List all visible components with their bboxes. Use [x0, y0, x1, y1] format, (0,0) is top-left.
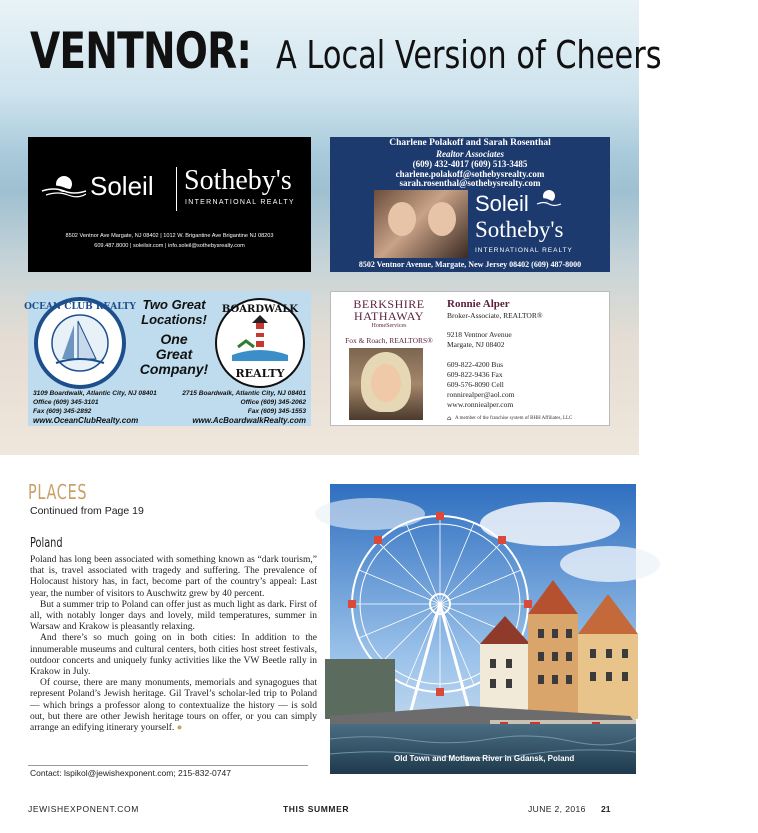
agent-email-2: sarah.rosenthal@sothebysrealty.com: [399, 178, 541, 188]
soleil-wordmark: Soleil: [475, 191, 529, 216]
agent-email-1: charlene.polakoff@sothebysrealty.com: [395, 169, 545, 179]
gdansk-photo: [330, 484, 636, 774]
ad-contact: 609.487.8000 | soleilsir.com | info.soleil@sothebysrealty.com: [94, 243, 245, 249]
agent-phones: (609) 432-4017 (609) 513-3485: [412, 159, 528, 169]
agent-role: Broker-Associate, REALTOR®: [447, 311, 543, 320]
end-mark-icon: ●: [176, 723, 183, 734]
ad-address: 8502 Ventnor Avenue, Margate, New Jersey 08402 (609) 487-8000: [358, 260, 582, 269]
agent-face-2: [428, 202, 456, 236]
svg-text:BOARDWALK: BOARDWALK: [221, 304, 299, 315]
ad-address: 8502 Ventnor Ave Margate, NJ 08402 | 1012 W. Brigantine Ave Brigantine NJ 08203: [65, 233, 274, 239]
agent-names: Charlene Polakoff and Sarah Rosenthal: [389, 138, 551, 148]
berkshire-hathaway-logo: [345, 298, 433, 322]
paragraph: But a summer trip to Poland can offer just as much light as dark. First of all, with notably longer days and lovely, mild temperatures, summer in Warsaw and Krakow is pleasantly relaxing.: [30, 599, 317, 633]
ocean-club-website[interactable]: www.OceanClubRealty.com: [33, 416, 139, 425]
equal-housing-icon: ⌂: [447, 415, 452, 422]
agent-address-1: 9218 Ventnor Avenue: [447, 330, 512, 339]
contact-credit: Contact: lspikol@jewishexponent.com; 215-832-0747: [30, 768, 231, 778]
page-headline: [30, 22, 662, 80]
boardwalk-realty-logo: [212, 295, 308, 391]
svg-text:OCEAN CLUB REALTY: OCEAN CLUB REALTY: [24, 302, 136, 312]
fox-roach-label: Fox & Roach, REALTORS®: [345, 336, 433, 345]
bh-line-2: HATHAWAY: [354, 309, 424, 323]
tagline-4: Great: [155, 346, 193, 362]
agent-face-1: [388, 202, 416, 236]
agent-address-2: Margate, NJ 08402: [447, 340, 505, 349]
agent-title: Realtor Associates: [436, 149, 504, 159]
ocean-club-contact: [33, 389, 157, 425]
footer-date: JUNE 2, 2016: [528, 804, 586, 814]
international-realty-label: INTERNATIONAL REALTY: [475, 247, 573, 254]
sun-wave-logo-icon: [40, 175, 88, 197]
sothebys-wordmark: Sotheby's: [184, 165, 292, 196]
footer-section: THIS SUMMER: [283, 804, 350, 814]
ocean-club-seal-logo: [24, 295, 136, 391]
headline-main: VENTNOR:: [30, 22, 252, 80]
divider: [28, 765, 308, 766]
article-body: [30, 555, 317, 734]
international-realty-label: INTERNATIONAL REALTY: [185, 199, 295, 206]
agent-portrait: [349, 348, 423, 420]
sothebys-ad[interactable]: [28, 137, 311, 272]
tagline-3: One: [160, 331, 188, 347]
tagline-2: Locations!: [141, 312, 207, 327]
headline-rest: A Local Version of Cheers: [275, 33, 662, 77]
ocean-club-address: 3109 Boardwalk, Atlantic City, NJ 08401: [33, 390, 157, 397]
section-label: PLACES: [28, 480, 88, 504]
boardwalk-address: 2715 Boardwalk, Atlantic City, NJ 08401: [182, 390, 306, 397]
svg-text:REALTY: REALTY: [235, 367, 285, 380]
divider: [176, 167, 177, 211]
agent-bus-phone: 609-822-4200 Bus: [447, 360, 504, 369]
bh-line-1: BERKSHIRE: [353, 297, 425, 311]
page-number: 21: [601, 804, 611, 814]
portrait-face: [371, 364, 401, 402]
ocean-club-realty-ad[interactable]: [24, 291, 311, 426]
polakoff-rosenthal-ad[interactable]: [330, 137, 610, 272]
photo-caption: Old Town and Motlawa River in Gdansk, Poland: [394, 754, 575, 763]
continued-from: Continued from Page 19: [30, 505, 144, 517]
footer-site[interactable]: JEWISHEXPONENT.COM: [28, 804, 139, 814]
agent-cell: 609-576-8090 Cell: [447, 380, 504, 389]
franchise-disclaimer: A member of the franchise system of BHH Affiliates, LLC: [455, 416, 573, 421]
sun-wave-logo-icon: [536, 189, 562, 207]
soleil-wordmark: Soleil: [90, 171, 154, 201]
agent-website[interactable]: www.ronniealper.com: [447, 400, 514, 409]
agent-email[interactable]: ronnirealper@aol.com: [447, 390, 515, 399]
homeservices-label: HomeServices: [371, 323, 407, 329]
agents-photo: [374, 190, 468, 258]
paragraph-text: Of course, there are many monuments, memorials and synagogues that represent Poland’s Jewish heritage. Gil Travel’s scholar-led trip to Poland — which brings a professor along to contextualize the history — is sold out, but there are other Jewish heritage tours on offer, or you can simply arrange an edifying itinerary yourself.: [30, 678, 317, 734]
gdansk-illustration: [330, 484, 636, 774]
berkshire-hathaway-ad[interactable]: [330, 291, 610, 426]
boardwalk-fax: Fax (609) 345-1553: [247, 408, 306, 415]
article-subhead: Poland: [30, 536, 63, 551]
tagline-1: Two Great: [142, 297, 206, 312]
agent-name: Ronnie Alper: [447, 298, 510, 310]
sothebys-wordmark: Sotheby's: [475, 217, 564, 242]
boardwalk-office: Office (609) 345-2062: [240, 399, 306, 406]
paragraph: Poland has long been associated with something known as “dark tourism,” that is, travel associated with tragedy and suffering. The prevalence of Holocaust history has, in fact, become part of the country’s appeal: Last year, the number of visitors to Auschwitz grew by 40 percent.: [30, 555, 317, 599]
agent-fax: 609-822-9436 Fax: [447, 370, 503, 379]
ocean-club-fax: Fax (609) 345-2892: [33, 408, 92, 415]
boardwalk-contact: [182, 389, 306, 425]
paragraph: And there’s so much going on in both cities: In addition to the innumerable museums and cultural centers, both cities host street festivals, outdoor concerts and uniquely funky activities like the VW Beetle rally in Krakow in July.: [30, 633, 317, 678]
ocean-club-office: Office (609) 345-3101: [33, 399, 99, 406]
boardwalk-website[interactable]: www.AcBoardwalkRealty.com: [192, 416, 306, 425]
tagline-5: Company!: [139, 361, 209, 377]
paragraph: [30, 678, 317, 734]
